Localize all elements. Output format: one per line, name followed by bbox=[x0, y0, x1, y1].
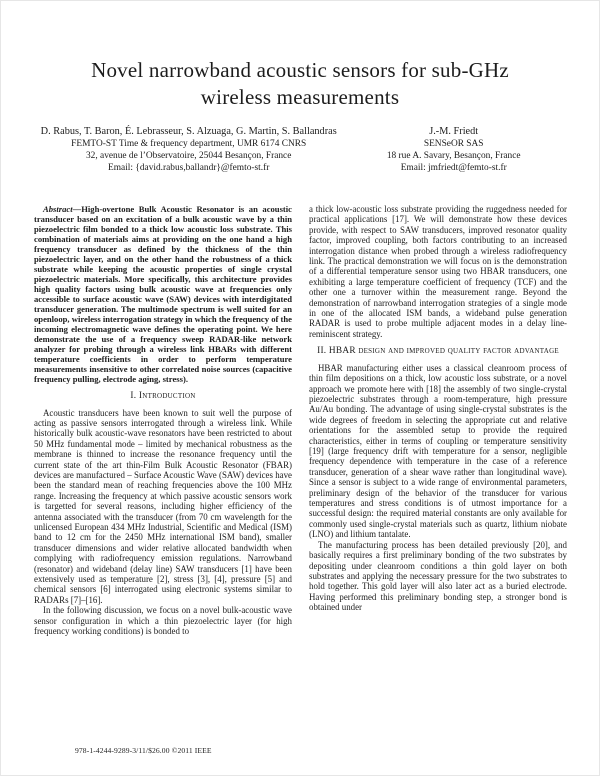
author-affiliation: FEMTO-ST Time & frequency department, UMR 6174 CNRS bbox=[71, 139, 307, 149]
title-line-2: wireless measurements bbox=[200, 85, 400, 109]
author-email: Email: {david.rabus,ballandr}@femto-st.fr bbox=[108, 163, 270, 173]
author-names: J.-M. Friedt bbox=[429, 126, 479, 137]
authors-block bbox=[35, 126, 565, 174]
title-line-1: Novel narrowband acoustic sensors for sub-GHz bbox=[91, 58, 509, 82]
paper-title bbox=[1, 57, 599, 111]
author-address: 18 rue A. Savary, Besançon, France bbox=[386, 151, 521, 161]
right-column bbox=[309, 204, 567, 636]
continuation-paragraph: a thick low-acoustic loss substrate providing the ruggedness needed for practical applications [17]. We will demonstrate how these devices provide, with respect to SAW transducers, improved resonator quality factor, improved coupling, both factors contributing to an increased interrogation distance when probed through a wireless radiofrequency link. The practical demonstration we will focus on is the demonstration of a differential temperature sensor using two HBAR transducers, one exhibiting a large temperature coefficient of frequency (TCF) and the other one a turnover within the measurement range. Beyond the demonstration of narrowband interrogation strategies of a single mode in one of the allocated ISM bands, a wideband pulse generation RADAR is used to probe multiple adjacent modes in a delay line-reminiscent strategy. bbox=[309, 204, 567, 339]
section-heading-introduction: I. Introduction bbox=[130, 391, 196, 401]
author-group-senseor bbox=[342, 126, 565, 174]
introduction-paragraph-1: Acoustic transducers have been known to suit well the purpose of acting as passive sensors interrogated through a wireless link. While historically bulk acoustic-wave resonators have been restricted to about 50 MHz fundamental mode – limited by mechanical robustness as the membrane is thinned to increase the resonance frequency until the current state of the art thin-Film Bulk Acoustic Resonator (FBAR) devices are manufactured – Surface Acoustic Wave (SAW) devices have been the standard mean of reaching frequencies above the 100 MHz range. Increasing the frequency at which passive acoustic sensors work is targetted for several reasons, including higher efficiency of the antenna associated with the transducer (from 70 cm wavelength for the unlicensed European 434 MHz Industrial, Scientific and Medical (ISM) band to 12 cm for the 2450 MHz international ISM band), smaller transducer dimensions and wider relative allocated bandwidth when complying with radiofrequency emission regulations. Narrowband (resonator) and wideband (delay line) SAW transducers [1] have been extensively used as temperature [2], stress [3], [4], pressure [5] and chemical sensors [6] interrogated using electronic systems similar to RADARs [7]–[16]. bbox=[34, 407, 292, 605]
section-heading-hbar-design: II. HBAR design and improved quality factor advantage bbox=[317, 346, 559, 357]
abstract-text: High-overtone Bulk Acoustic Resonator is an acoustic transducer based on an excitation of a bulk acoustic wave by a thin piezoelectric film bonded to a thick low acoustic loss substrate. This combination of materials aims at providing on the one hand a high frequency transducer as defined by the thickness of the thin piezoelectric layer, and on the other hand the robustness of a thick substrate while keeping the acoustic properties of single crystal piezoelectric materials. More specifically, this architecture provides high quality factors using bulk acoustic wave at frequencies only accessible to surface acoustic wave (SAW) devices with interdigitated transducer generation. The multimode spectrum is well suited for an openloop, wireless interrogation strategy in which the frequency of the incoming electromagnetic wave defines the operating point. We here demonstrate the use of a frequency sweep RADAR-like network analyzer for probing through a wireless link HBARs with different temperature coefficients in order to perform temperature measurements insensitive to other correlated noise sources (capacitive frequency pulling, electrode aging, stress). bbox=[34, 204, 292, 384]
body-columns bbox=[34, 204, 567, 636]
hbar-paragraph-2: The manufacturing process has been detailed previously [20], and basically requires a first preliminary bonding of the two substrates by depositing under cleanroom conditions a thin gold layer on both substrates and applying the necessary pressure for the two substrates to hold together. This gold layer will also later act as a buried electrode. Having performed this preliminary bonding step, a stronger bond is obtained under bbox=[309, 539, 567, 613]
abstract-label: Abstract— bbox=[43, 204, 82, 214]
hbar-paragraph-1: HBAR manufacturing either uses a classical cleanroom process of thin film depositions on a thick, low acoustic loss substrate, or a novel approach we promote here with [18] the assembly of two single-crystal piezoelectric substrates through a room-temperature, high pressure Au/Au bonding. The advantage of using single-crystal substrates is the wide degrees of freedom in selecting the appropriate cut and relative orientations for the assembled setup to provide the required characteristics, either in terms of coupling or temperature sensitivity [19] (large frequency drift with temperature for a sensor, negligible frequency dependence with temperature in the case of a reference transducer, generation of a shear wave rather than longitudinal wave). Since a sensor is subject to a wide range of environmental parameters, preliminary design of the behavior of the transducer for various temperatures and stress conditions is of utmost importance for a successful design: the required material constants are only available for commonly used single-crystal materials such as quartz, lithium niobate (LNO) and lithium tantalate. bbox=[309, 362, 567, 540]
author-affiliation: SENSeOR SAS bbox=[423, 139, 484, 149]
author-address: 32, avenue de l’Observatoire, 25044 Besançon, France bbox=[85, 151, 292, 161]
left-column bbox=[34, 204, 292, 636]
introduction-paragraph-2: In the following discussion, we focus on a novel bulk-acoustic wave sensor configuration in which a thin piezoelectric layer (for high frequency working conditions) is bonded to bbox=[34, 605, 292, 637]
copyright-notice: 978-1-4244-9289-3/11/$26.00 ©2011 IEEE bbox=[75, 746, 212, 755]
author-group-femto-st bbox=[35, 126, 342, 174]
author-email: Email: jmfriedt@femto-st.fr bbox=[400, 163, 507, 173]
author-names: D. Rabus, T. Baron, É. Lebrasseur, S. Alzuaga, G. Martin, S. Ballandras bbox=[40, 126, 337, 137]
abstract-paragraph bbox=[34, 204, 292, 384]
